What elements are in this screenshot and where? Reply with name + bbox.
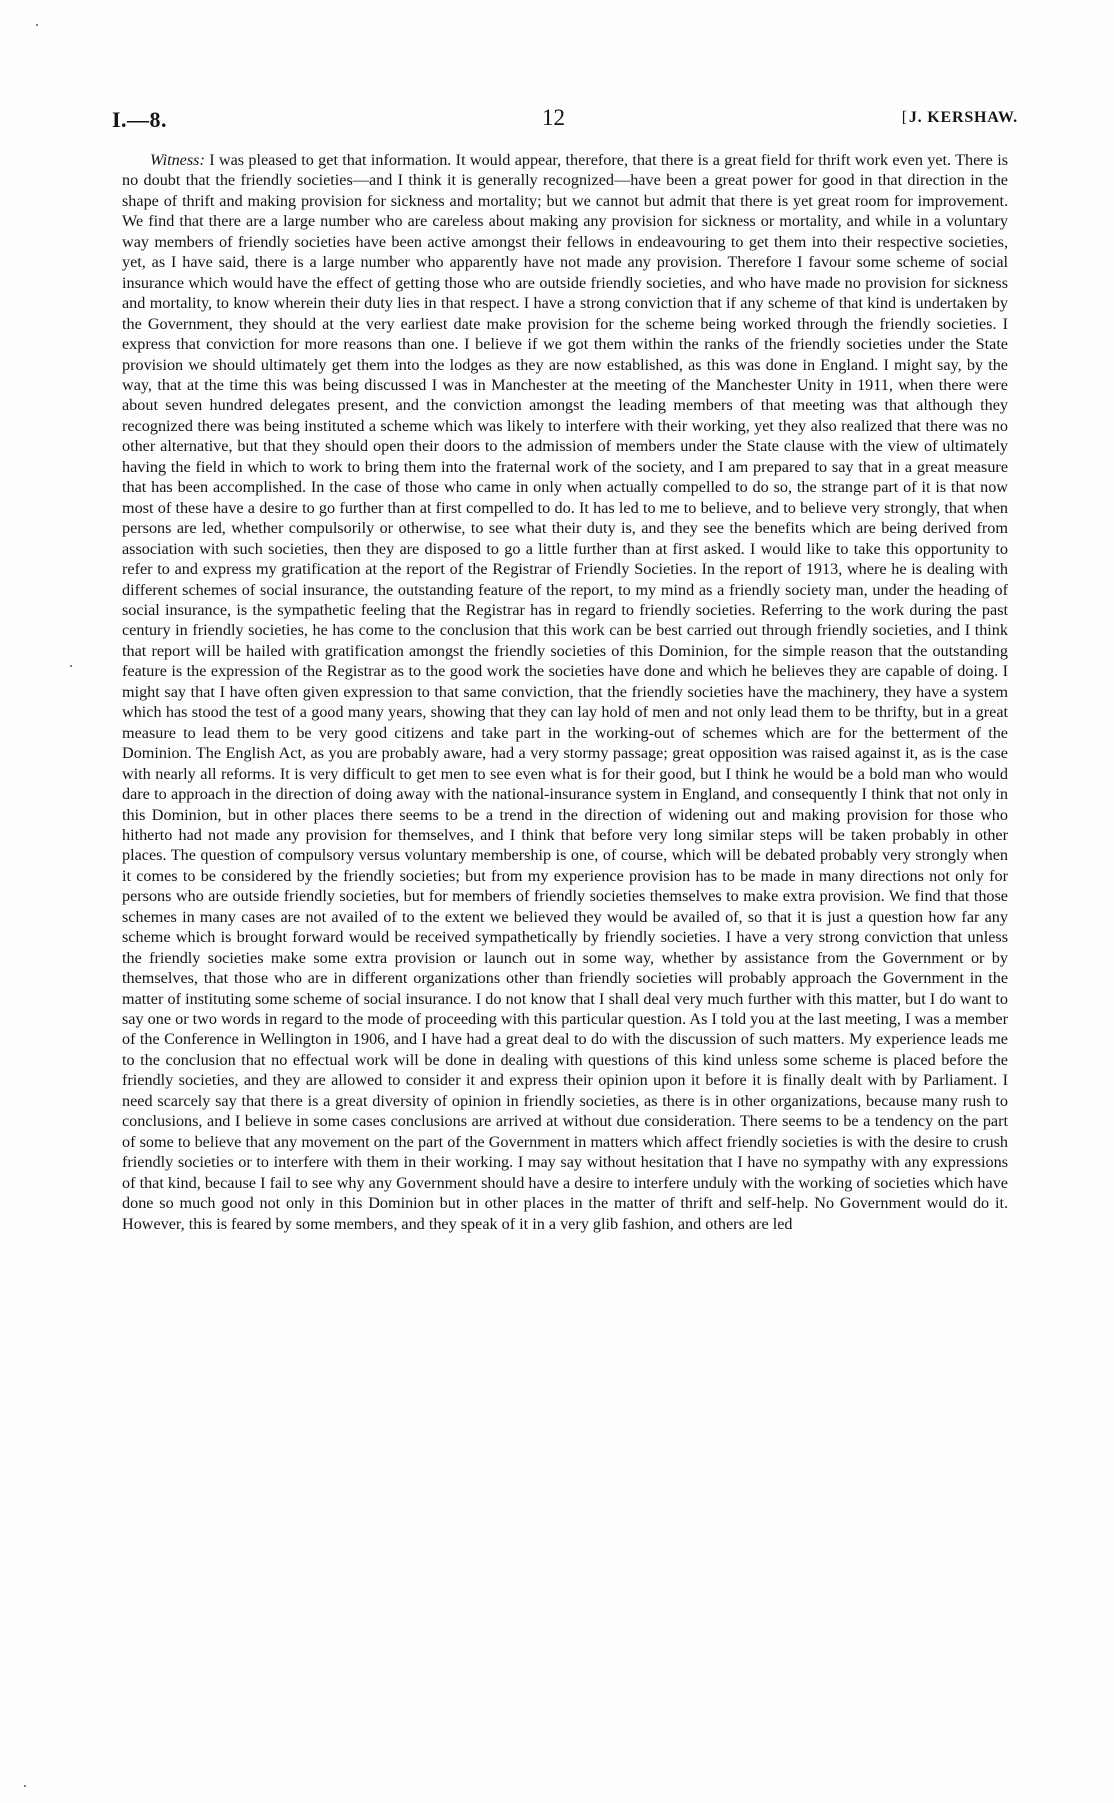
witness-name-header bbox=[902, 109, 1018, 127]
speaker-label: Witness: bbox=[150, 151, 205, 169]
scan-speck bbox=[70, 665, 72, 667]
witness-name: J. KERSHAW. bbox=[908, 109, 1018, 126]
scan-speck bbox=[36, 24, 38, 26]
testimony-paragraph bbox=[122, 150, 1008, 1234]
parliamentary-paper-reference: I.—8. bbox=[112, 107, 168, 132]
page-number: 12 bbox=[542, 105, 565, 130]
header-bracket: [ bbox=[901, 109, 908, 126]
scan-speck bbox=[24, 1785, 26, 1787]
testimony-text: I was pleased to get that information. It would appear, therefore, that there is a great field for thrift work even yet. There is no doubt that the friendly societies—and I think it is generally recognized—have been a great power for good in that direction in the shape of thrift and making provision for sickness and mortality; but we cannot but admit that there is yet great room for improvement. We find that there are a large number who are careless about making any provision for sickness or mortality, and while in a voluntary way members of friendly societies have been active amongst their fellows in endeavouring to get them into their respective societies, yet, as I have said, there is a large number who apparently have not made any provision. Therefore I favour some scheme of social insurance which would have the effect of getting those who are outside friendly societies, and who have made no provision for sickness and mortality, to know wherein their duty lies in that respect. I have a strong conviction that if any scheme of that kind is undertaken by the Government, they should at the very earliest date make provision for the scheme being worked through the friendly societies. I express that conviction for more reasons than one. I believe if we got them within the ranks of the friendly societies under the State provision we should ultimately get them into the lodges as they are now established, as this was done in England. I might say, by the way, that at the time this was being discussed I was in Manchester at the meeting of the Manchester Unity in 1911, when there were about seven hundred delegates present, and the conviction amongst the leading members of that meeting was that although they recognized there was being instituted a scheme which was likely to interfere with their working, yet they also realized that there was no other alternative, but that they should open their doors to the admission of members under the State clause with the view of ultimately having the field in which to work to bring them into the fraternal work of the society, and I am prepared to say that in a great measure that has been accomplished. In the case of those who came in only when actually compelled to do so, the strange part of it is that now most of these have a desire to go further than at first compelled to do. It has led to me to believe, and to believe very strongly, that when persons are led, whether compulsorily or otherwise, to see what their duty is, and they see the benefits which are being derived from association with such societies, then they are disposed to go a little further than at first asked. I would like to take this opportunity to refer to and express my gratification at the report of the Registrar of Friendly Societies. In the report of 1913, where he is dealing with different schemes of social insurance, the outstanding feature of the report, to my mind as a friendly society man, under the heading of social insurance, is the sympathetic feeling that the Registrar has in regard to friendly societies. Referring to the work during the past century in friendly societies, he has come to the conclusion that this work can be best carried out through friendly societies, and I think that report will be hailed with gratification amongst the friendly societies of this Dominion, for the simple reason that the outstanding feature is the expression of the Registrar as to the good work the societies have done and which he believes they are capable of doing. I might say that I have often given expression to that same conviction, that the friendly societies have the machinery, they have a system which has stood the test of a good many years, showing that they can lay hold of men and not only lead them to be thrifty, but in a great measure to lead them to be very good citizens and take part in the working-out of schemes which are for the betterment of the Dominion. The English Act, as you are probably aware, had a very stormy passage; great opposition was raised against it, as is the case with nearly all reforms. It is very difficult to get men to see even what is for their good, but I think he would be a bold man who would dare to approach in the direction of doing away with the national-insurance system in England, and consequently I think that not only in this Dominion, but in other places there seems to be a trend in the direction of widening out and making provision for those who hitherto had not made any provision for themselves, and I think that before very long similar steps will be taken probably in other places. The question of compulsory versus voluntary membership is one, of course, which will be debated probably very strongly when it comes to be considered by the friendly societies; but from my experience provision has to be made in many directions not only for persons who are outside friendly societies, but for members of friendly societies themselves to make extra provision. We find that those schemes in many cases are not availed of to the extent we believed they would be availed of, so that it is just a question how far any scheme which is brought forward would be received sympathetically by friendly societies. I have a very strong conviction that unless the friendly societies make some extra provision or launch out in some way, whether by assistance from the Government or by themselves, that those who are in different organizations other than friendly societies will probably approach the Government in the matter of instituting some scheme of social insurance. I do not know that I shall deal very much further with this matter, but I do want to say one or two words in regard to the mode of proceeding with this particular question. As I told you at the last meeting, I was a member of the Conference in Wellington in 1906, and I have had a great deal to do with the discussion of such matters. My experience leads me to the conclusion that no effectual work will be done in dealing with questions of this kind unless some scheme is placed before the friendly societies, and they are allowed to consider it and express their opinion upon it before it is finally dealt with by Parliament. I need scarcely say that there is a great diversity of opinion in friendly societies, as there is in other organizations, because many rush to conclusions, and I believe in some cases conclusions are arrived at without due consideration. There seems to be a tendency on the part of some to believe that any movement on the part of the Government in matters which affect friendly societies is with the desire to crush friendly societies or to interfere with them in their working. I may say without hesitation that I have no sympathy with any expressions of that kind, because I fail to see why any Government should have a desire to interfere unduly with the working of societies which have done so much good not only in this Dominion but in other places in the matter of thrift and self-help. No Government would do it. However, this is feared by some members, and they speak of it in a very glib fashion, and others are led bbox=[122, 151, 1008, 1233]
page-header bbox=[112, 105, 1018, 135]
